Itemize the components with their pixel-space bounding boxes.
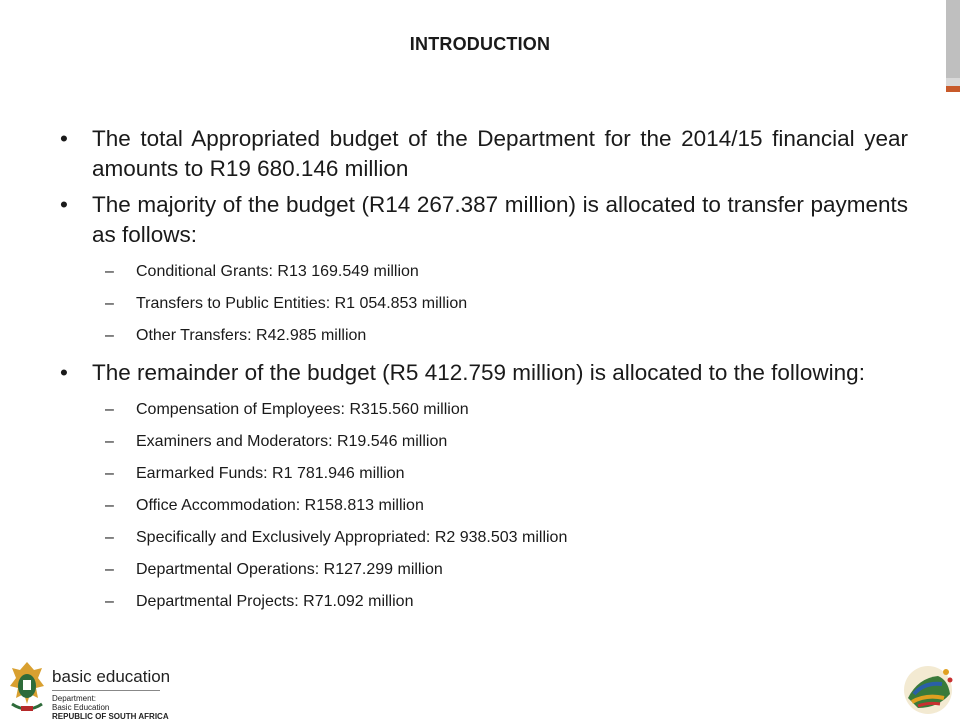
bullet-marker: • — [60, 192, 68, 217]
slide-title: INTRODUCTION — [409, 34, 551, 54]
sub-item — [60, 432, 908, 452]
sub-marker: – — [105, 497, 114, 514]
bullet-marker: • — [60, 126, 68, 151]
sub-item — [60, 560, 908, 580]
sub-text: Conditional Grants: R13 169.549 million — [136, 263, 419, 280]
sub-item — [60, 464, 908, 484]
sub-text: Specifically and Exclusively Appropriated: R2 938.503 million — [136, 529, 568, 546]
sub-marker: – — [105, 465, 114, 482]
sub-item — [60, 400, 908, 420]
logo-line-1: Department: — [52, 694, 97, 703]
sub-marker: – — [105, 593, 114, 610]
sub-text: Examiners and Moderators: R19.546 million — [136, 433, 448, 450]
sub-marker: – — [105, 263, 114, 280]
bullet-item — [60, 124, 908, 184]
bullet-text: The remainder of the budget (R5 412.759 million) is allocated to the following: — [92, 360, 865, 385]
sub-text: Office Accommodation: R158.813 million — [136, 497, 424, 514]
bullet-item — [60, 358, 908, 388]
sub-list — [60, 400, 908, 612]
sub-marker: – — [105, 401, 114, 418]
sub-text: Compensation of Employees: R315.560 million — [136, 401, 469, 418]
logo-divider — [52, 690, 160, 691]
sub-text: Earmarked Funds: R1 781.946 million — [136, 465, 405, 482]
logo-line-2: Basic Education — [52, 703, 110, 712]
sub-item — [60, 326, 908, 346]
sub-item — [60, 528, 908, 548]
bullet-item — [60, 190, 908, 250]
slide-body — [60, 124, 908, 624]
sub-marker: – — [105, 327, 114, 344]
sub-text: Departmental Projects: R71.092 million — [136, 593, 414, 610]
sub-text: Other Transfers: R42.985 million — [136, 327, 367, 344]
sub-text: Departmental Operations: R127.299 million — [136, 561, 443, 578]
sub-text: Transfers to Public Entities: R1 054.853 million — [136, 295, 468, 312]
sub-marker: – — [105, 561, 114, 578]
bullet-text: The total Appropriated budget of the Department for the 2014/15 financial year amounts to R19 680.146 million — [92, 126, 908, 181]
sub-item — [60, 262, 908, 282]
logo-country: REPUBLIC OF SOUTH AFRICA — [52, 712, 169, 721]
sub-marker: – — [105, 433, 114, 450]
department-logo — [52, 668, 170, 721]
coat-of-arms-icon — [4, 658, 50, 719]
sub-list — [60, 262, 908, 346]
sub-item — [60, 496, 908, 516]
bullet-text: The majority of the budget (R14 267.387 million) is allocated to transfer payments as follows: — [92, 192, 908, 247]
bullet-marker: • — [60, 360, 68, 385]
sub-marker: – — [105, 295, 114, 312]
logo-title: basic education — [52, 667, 171, 686]
twenty-years-freedom-badge-icon — [898, 658, 956, 723]
sub-item — [60, 592, 908, 612]
sub-item — [60, 294, 908, 314]
sub-marker: – — [105, 529, 114, 546]
